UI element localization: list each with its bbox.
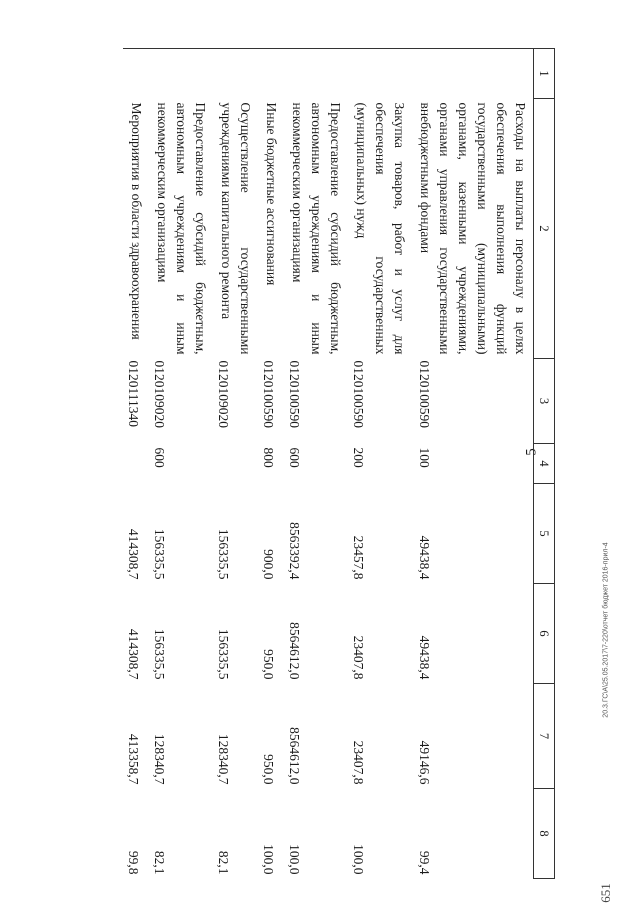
row-type: 600 bbox=[152, 447, 167, 468]
header-cell: 1 bbox=[534, 49, 555, 99]
row-index-cell bbox=[412, 49, 534, 99]
table-row bbox=[258, 49, 284, 879]
row-col6: 49438,4 bbox=[417, 635, 432, 680]
page-number: 5 bbox=[523, 448, 540, 456]
row-description: Предоставление субсидий бюджетным, автономным учреждениям и иным некоммерческим организациям bbox=[290, 102, 343, 355]
row-type: 100 bbox=[417, 447, 432, 468]
row-description: Осуществление государственными учреждениями капитального ремонта bbox=[219, 102, 253, 355]
row-index-cell bbox=[284, 49, 348, 99]
row-col7: 8564612,0 bbox=[287, 727, 302, 785]
row-col6: 950,0 bbox=[261, 649, 276, 680]
row-col5: 156335,5 bbox=[216, 528, 231, 580]
row-col7: 128340,7 bbox=[152, 733, 167, 785]
row-index-cell bbox=[123, 49, 149, 99]
row-col5: 900,0 bbox=[261, 549, 276, 580]
row-col5: 8563392,4 bbox=[287, 522, 302, 580]
row-type bbox=[213, 444, 258, 484]
row-col6: 23407,8 bbox=[351, 635, 366, 680]
row-col5: 49438,4 bbox=[417, 535, 432, 580]
row-description: Мероприятия в области здравоохранения bbox=[129, 102, 144, 340]
row-col7: 23407,8 bbox=[351, 740, 366, 785]
row-col6: 414308,7 bbox=[126, 628, 141, 680]
row-type bbox=[123, 444, 149, 484]
row-description: Закупка товаров, работ и услуг для обеспечения государственных (муниципальных) нужд bbox=[354, 102, 407, 355]
row-col5: 156335,5 bbox=[152, 528, 167, 580]
row-code: 0120100590 bbox=[261, 360, 276, 428]
row-col5: 23457,8 bbox=[351, 535, 366, 580]
row-description: Расходы на выплаты персоналу в целях обеспечения выполнения функций государственными (муниципальными) органами, казенными учреждениями, органами управления государственными внебюджетными фондами bbox=[418, 102, 528, 355]
row-code: 0120109020 bbox=[216, 360, 231, 428]
header-cell: 5 bbox=[534, 484, 555, 584]
table-row bbox=[123, 49, 149, 879]
header-cell: 2 bbox=[534, 99, 555, 359]
header-cell: 6 bbox=[534, 584, 555, 684]
row-col8: 82,1 bbox=[152, 850, 167, 875]
row-col6: 8564612,0 bbox=[287, 622, 302, 680]
row-code: 0120111340 bbox=[126, 360, 141, 427]
row-index-cell bbox=[348, 49, 412, 99]
header-cell: 3 bbox=[534, 359, 555, 444]
row-code: 0120100590 bbox=[417, 360, 432, 428]
row-col5: 414308,7 bbox=[126, 528, 141, 580]
table-header-row bbox=[534, 49, 555, 879]
table-row bbox=[149, 49, 213, 879]
table-row bbox=[213, 49, 258, 879]
row-description: Иные бюджетные ассигнования bbox=[264, 102, 279, 286]
row-col8: 99,8 bbox=[126, 850, 141, 875]
budget-table bbox=[123, 48, 555, 879]
row-description: Предоставление субсидий бюджетным, автономным учреждениям и иным некоммерческим организациям bbox=[155, 102, 208, 355]
row-code: 0120100590 bbox=[287, 360, 302, 428]
header-cell: 4 bbox=[534, 444, 555, 484]
row-col6: 156335,5 bbox=[152, 628, 167, 680]
table-row bbox=[412, 49, 534, 879]
row-type: 800 bbox=[261, 447, 276, 468]
row-col6: 156335,5 bbox=[216, 628, 231, 680]
row-col7: 950,0 bbox=[261, 754, 276, 785]
row-col8: 100,0 bbox=[351, 844, 366, 875]
table-row bbox=[348, 49, 412, 879]
row-col8: 82,1 bbox=[216, 850, 231, 875]
row-col7: 49146,6 bbox=[417, 740, 432, 785]
table-row bbox=[284, 49, 348, 879]
row-code: 0120100590 bbox=[351, 360, 366, 428]
row-index-cell bbox=[258, 49, 284, 99]
header-cell: 8 bbox=[534, 789, 555, 879]
budget-table-rotated bbox=[90, 48, 555, 878]
row-col8: 100,0 bbox=[287, 844, 302, 875]
row-col8: 99,4 bbox=[417, 850, 432, 875]
row-code: 0120109020 bbox=[152, 360, 167, 428]
row-type: 600 bbox=[287, 447, 302, 468]
row-col8: 100,0 bbox=[261, 844, 276, 875]
folio-number: 651 bbox=[598, 883, 613, 903]
row-col7: 128340,7 bbox=[216, 733, 231, 785]
row-index-cell bbox=[149, 49, 213, 99]
row-index-cell bbox=[213, 49, 258, 99]
header-cell: 7 bbox=[534, 684, 555, 789]
file-path-footer: 20.3.ГС\А\25.05.2017\7-220\отчет бюджет 2016-прил-4 bbox=[602, 542, 610, 718]
row-type: 200 bbox=[351, 447, 366, 468]
row-col7: 413358,7 bbox=[126, 733, 141, 785]
